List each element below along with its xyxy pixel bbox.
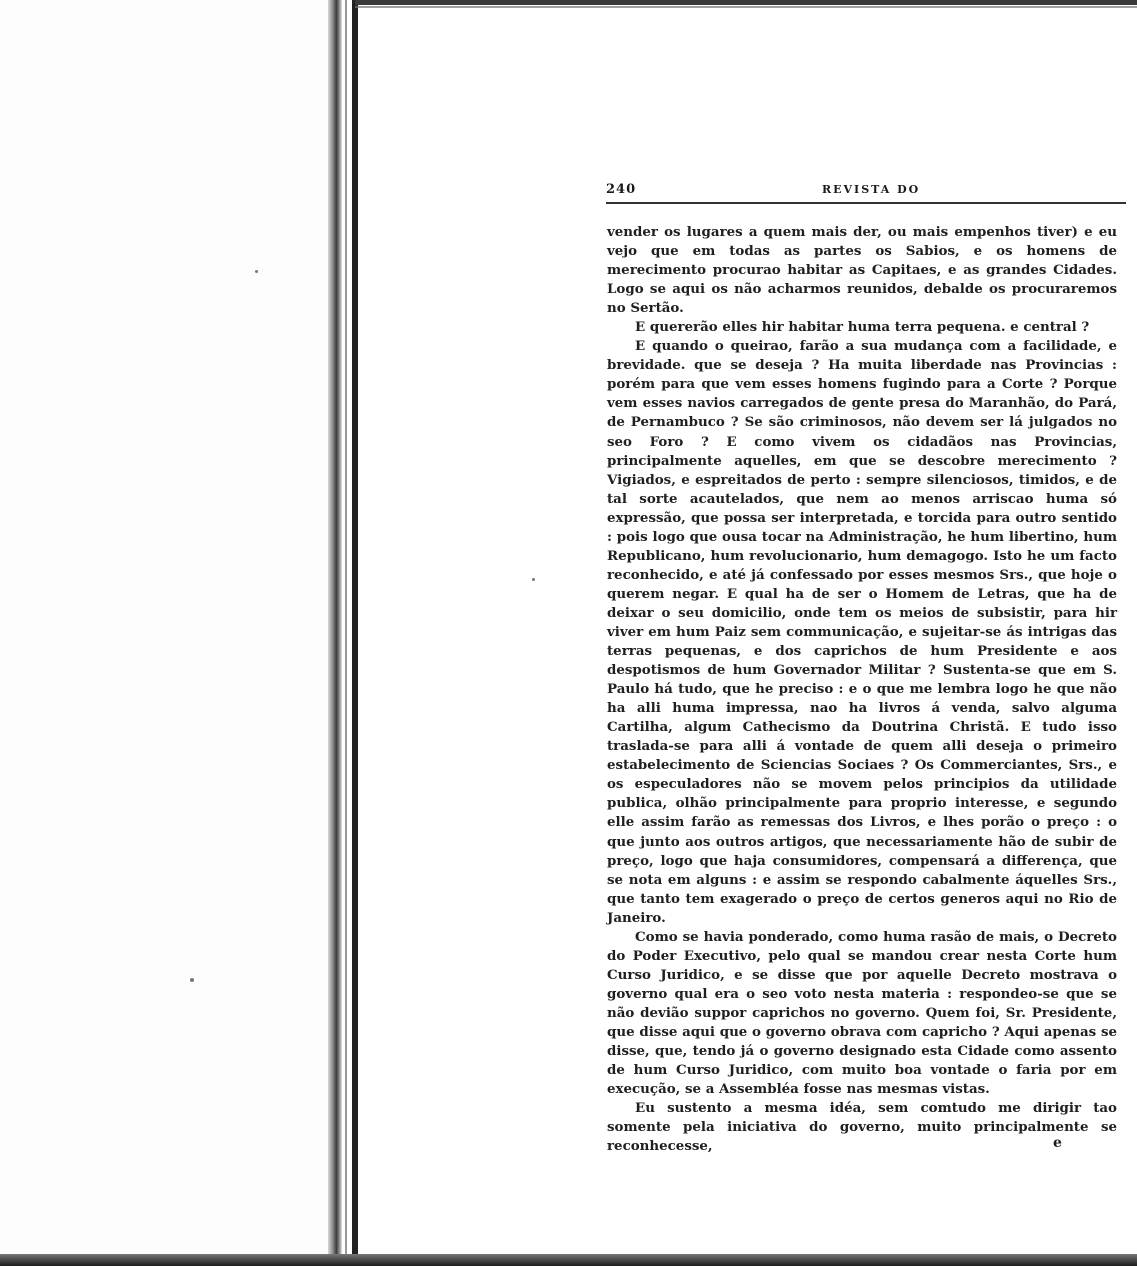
facing-page-edge (0, 0, 330, 1266)
paragraph: E quererão elles hir habitar huma terra pequena. e central ? (635, 319, 1090, 336)
paragraph: Como se havia ponderado, como huma rasão de mais, o Decreto do Poder Executivo, pelo qual se mandou crear nesta Corte hum Curso Juridico, e se disse que por aquelle Decreto mostrava o governo qual era o seo voto nesta materia : respondeo-se que se não devião suppor caprichos no governo. Quem foi, Sr. Presidente, que disse aqui que o governo obrava com capricho ? Aqui apenas se disse, que, tendo já o governo designado esta Cidade como assento de hum Curso Juridico, com muito boa vontade o faria por em execução, se a Assembléa fosse nas mesmas vistas. (607, 928, 1117, 1098)
page-header (606, 180, 1126, 202)
scan-speck (190, 978, 194, 982)
scan-speck (255, 270, 258, 273)
paragraph: Eu sustento a mesma idéa, sem comtudo me dirigir tao somente pela iniciativa do governo, muito principalmente se reconhecesse, (607, 1100, 1117, 1155)
paragraph: vender os lugares a quem mais der, ou mais empenhos tiver) e eu vejo que em todas as partes os Sabios, e os homens de merecimento procurao habitar as Capitaes, e as grandes Cidades. Logo se aqui os não acharmos reunidos, debalde os procuraremos no Sertão. (607, 224, 1117, 317)
book-spine-edge (352, 0, 358, 1266)
book-gutter-shadow (328, 0, 342, 1266)
paragraph: E quando o queirao, farão a sua mudança com a facilidade, e brevidade. que se deseja ? Ha muita liberdade nas Provincias : porém para que vem esses homens fugindo para a Corte ? Porque vem esses navios carregados de gente presa do Maranhão, do Pará, de Pernambuco ? Se são criminosos, não devem ser lá julgados no seo Foro ? E como vivem os cidadãos nas Provincias, principalmente aquelles, em que se descobre merecimento ? Vigiados, e espreitados de perto : sempre silenciosos, timidos, e de tal sorte acautelados, que nem ao menos arriscao huma só expressão, que possa ser interpretada, e torcida para outro sentido : pois logo que ousa tocar na Administração, he hum libertino, hum Republicano, hum revolucionario, hum demagogo. Isto he um facto reconhecido, e até já confessado por esses mesmos Srs., que hoje o querem negar. E qual ha de ser o Homem de Letras, que ha de deixar o seu domicilio, onde tem os meios de subsistir, para hir viver em hum Paiz sem communicação, e sujeitar-se ás intrigas das terras pequenas, e dos caprichos de hum Presidente e aos despotismos de hum Governador Militar ? Sustenta-se que em S. Paulo há tudo, que he preciso : e o que me lembra logo he que não ha alli huma impressa, nao ha livros á venda, salvo alguma Cartilha, algum Cathecismo da Doutrina Christã. E tudo isso traslada-se para alli á vontade de quem alli deseja o primeiro estabelecimento de Sciencias Sociaes ? Os Commerciantes, Srs., e os especuladores não se movem pelos principios da utilidade publica, olhão principalmente para proprio interesse, e segundo elle assim farão as remessas dos Livros, e lhes porão o preço : o que junto aos outros artigos, que necessariamente hão de subir de preço, logo que haja consumidores, compensará a differença, que se nota em alguns : e assim se respondo cabalmente áquelles Srs., que tanto tem exagerado o preço de certos generos aqui no Rio de Janeiro. (607, 338, 1117, 926)
page-number: 240 (606, 182, 637, 197)
page-top-edge-shadow (355, 6, 1137, 8)
page-top-edge (355, 0, 1137, 5)
header-rule (606, 202, 1126, 204)
signature-mark: e (1053, 1135, 1062, 1151)
body-text (607, 223, 1117, 1156)
scan-speck (532, 578, 535, 581)
running-title: REVISTA DO (822, 183, 921, 196)
page-bottom-edge (0, 1254, 1137, 1266)
book-gutter-line (345, 0, 347, 1266)
